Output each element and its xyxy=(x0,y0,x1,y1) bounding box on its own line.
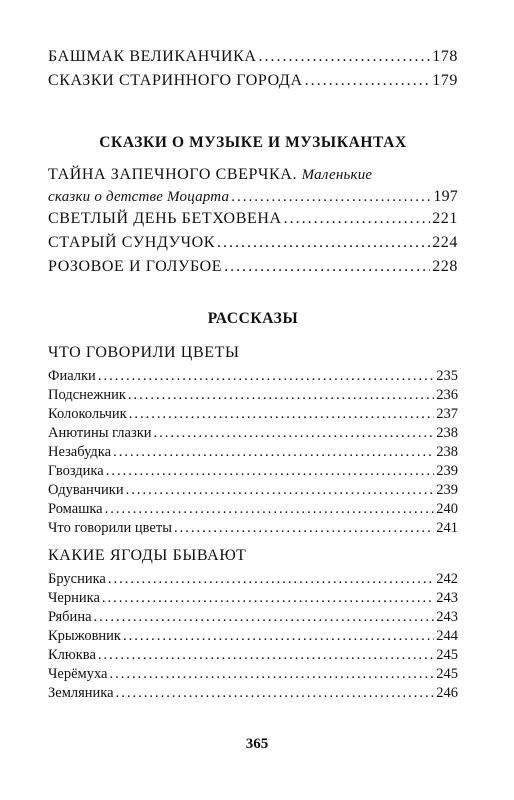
toc-entry-title: Черёмуха xyxy=(48,666,108,682)
toc-entry-title: СТАРЫЙ СУНДУЧОК xyxy=(48,234,216,251)
toc-entry-title: РОЗОВОЕ И ГОЛУБОЕ xyxy=(48,258,223,275)
toc-entry-page: 178 xyxy=(432,48,458,65)
toc-entry-page: 239 xyxy=(436,482,458,498)
toc-entry-title: Анютины глазки xyxy=(48,425,152,441)
toc-entry-title: Крыжовник xyxy=(48,628,121,644)
toc-entry-title: Гвоздика xyxy=(48,463,104,479)
toc-entry-page: 242 xyxy=(436,571,458,587)
leader-dots xyxy=(128,387,434,404)
leader-dots xyxy=(98,368,434,385)
leader-dots xyxy=(102,590,434,607)
toc-entry-title: Незабудка xyxy=(48,444,112,460)
toc-entry-page: 245 xyxy=(436,666,458,682)
page-number: 365 xyxy=(245,736,269,752)
toc-entry-page: 238 xyxy=(436,425,458,441)
toc-entry xyxy=(48,387,458,406)
leader-dots xyxy=(113,444,434,461)
toc-entry-title: ТАЙНА ЗАПЕЧНОГО СВЕРЧКА. Маленькие xyxy=(48,166,373,183)
leader-dots xyxy=(105,501,435,518)
toc-entry xyxy=(48,234,458,258)
toc-entry xyxy=(48,520,458,539)
toc-entry-title: СВЕТЛЫЙ ДЕНЬ БЕТХОВЕНА xyxy=(48,210,282,227)
toc-entry-page: 237 xyxy=(436,406,458,422)
leader-dots xyxy=(106,463,435,480)
toc-entry-title: Брусника xyxy=(48,571,106,587)
leader-dots xyxy=(109,666,434,683)
leader-dots xyxy=(174,520,434,537)
toc-entry-page: 235 xyxy=(436,368,458,384)
leader-dots xyxy=(154,425,435,442)
toc-entry xyxy=(48,48,458,72)
toc-entry-title: Земляника xyxy=(48,685,114,701)
leader-dots xyxy=(224,258,430,276)
toc-entry-page: 224 xyxy=(432,234,458,251)
toc-entry-page: 221 xyxy=(432,210,458,227)
toc-entry-page: 179 xyxy=(432,72,458,89)
toc-entry-page: 236 xyxy=(436,387,458,403)
toc-entry-title: Что говорили цветы xyxy=(48,520,172,536)
leader-dots xyxy=(108,571,434,588)
toc-entry xyxy=(48,444,458,463)
table-of-contents xyxy=(48,48,458,704)
toc-entry xyxy=(48,628,458,647)
toc-entry xyxy=(48,425,458,444)
toc-entry-page: 240 xyxy=(436,501,458,517)
toc-entry xyxy=(48,210,458,234)
toc-entry xyxy=(48,501,458,520)
section-heading: РАССКАЗЫ xyxy=(207,310,299,327)
toc-entry xyxy=(48,258,458,282)
toc-entry xyxy=(48,647,458,666)
leader-dots xyxy=(94,609,435,626)
toc-entry-page: 228 xyxy=(432,258,458,275)
toc-entry-page: 244 xyxy=(436,628,458,644)
toc-entry-title: Фиалки xyxy=(48,368,96,384)
leader-dots xyxy=(126,482,435,499)
toc-entry xyxy=(48,590,458,609)
group-heading: ЧТО ГОВОРИЛИ ЦВЕТЫ xyxy=(48,344,240,361)
leader-dots xyxy=(129,406,435,423)
leader-dots xyxy=(217,234,430,252)
toc-entry-title: Колокольчик xyxy=(48,406,127,422)
toc-entry-page: 238 xyxy=(436,444,458,460)
toc-entry-title: СКАЗКИ СТАРИННОГО ГОРОДА xyxy=(48,72,303,89)
toc-entry-title: Клюква xyxy=(48,647,96,663)
toc-entry xyxy=(48,463,458,482)
toc-entry-page: 243 xyxy=(436,609,458,625)
leader-dots xyxy=(284,210,431,228)
toc-entry-page: 243 xyxy=(436,590,458,606)
toc-entry xyxy=(48,609,458,628)
toc-entry-title: Рябина xyxy=(48,609,92,625)
toc-entry-page: 239 xyxy=(436,463,458,479)
toc-entry xyxy=(48,72,458,96)
toc-entry-page: 241 xyxy=(436,520,458,536)
toc-entry xyxy=(48,368,458,387)
toc-entry-page: 197 xyxy=(433,188,458,205)
group-heading: КАКИЕ ЯГОДЫ БЫВАЮТ xyxy=(48,547,247,564)
toc-entry-title: Ромашка xyxy=(48,501,103,517)
toc-entry-title: Одуванчики xyxy=(48,482,124,498)
section-heading: СКАЗКИ О МУЗЫКЕ И МУЗЫКАНТАХ xyxy=(99,134,407,151)
toc-entry xyxy=(48,685,458,704)
toc-entry-page: 245 xyxy=(436,647,458,663)
toc-entry xyxy=(48,482,458,501)
toc-entry xyxy=(48,188,458,210)
toc-entry xyxy=(48,666,458,685)
toc-entry xyxy=(48,571,458,590)
leader-dots xyxy=(123,628,434,645)
toc-entry xyxy=(48,406,458,425)
toc-entry-subtitle: сказки о детстве Моцарта xyxy=(48,189,230,205)
leader-dots xyxy=(116,685,435,702)
toc-entry-title: Подснежник xyxy=(48,387,126,403)
toc-entry-page: 246 xyxy=(436,685,458,701)
leader-dots xyxy=(259,48,431,66)
leader-dots xyxy=(231,189,431,206)
toc-entry-title: БАШМАК ВЕЛИКАНЧИКА xyxy=(48,48,257,65)
toc-entry-title: Черника xyxy=(48,590,100,606)
leader-dots xyxy=(305,72,431,90)
leader-dots xyxy=(98,647,434,664)
